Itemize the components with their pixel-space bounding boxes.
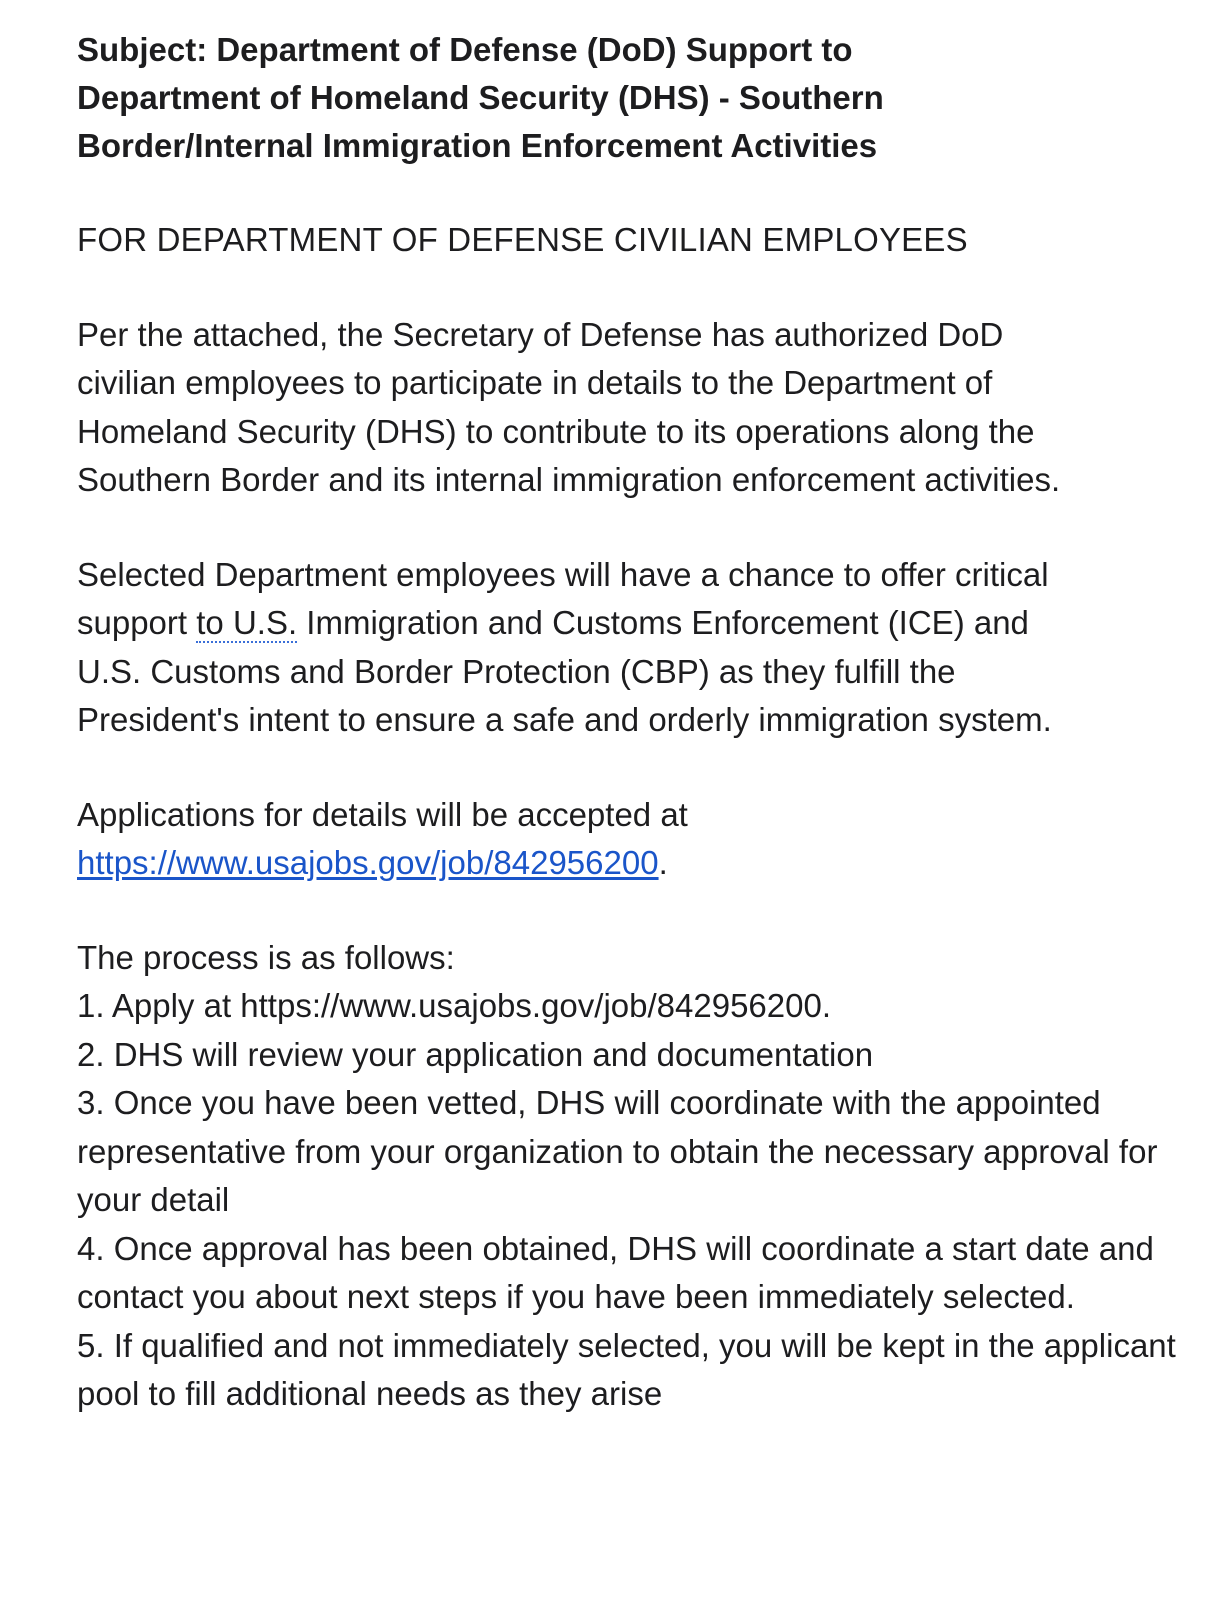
audience-line: FOR DEPARTMENT OF DEFENSE CIVILIAN EMPLOYEES	[77, 221, 968, 258]
process-step: 3. Once you have been vetted, DHS will coordinate with the appointed representative from your organization to obtain the necessary approval for your detail	[77, 1084, 1158, 1218]
usajobs-link[interactable]: https://www.usajobs.gov/job/842956200	[77, 844, 659, 881]
process-section	[77, 934, 1187, 1419]
process-step: 5. If qualified and not immediately selected, you will be kept in the applicant pool to fill additional needs as they arise	[77, 1326, 1176, 1412]
process-step: 1. Apply at https://www.usajobs.gov/job/842956200.	[77, 987, 832, 1024]
email-body	[77, 26, 1187, 1419]
applications-paragraph	[77, 791, 1187, 888]
detected-data-link[interactable]: to U.S.	[196, 604, 298, 641]
support-text-after: Immigration and Customs Enforcement (ICE) and U.S. Customs and Border Protection (CBP) as they fulfill the President's intent to ensure a safe and orderly immigration system.	[77, 604, 1052, 738]
intro-paragraph: Per the attached, the Secretary of Defense has authorized DoD civilian employees to participate in details to the Department of Homeland Security (DHS) to contribute to its operations along the Southern Border and its internal immigration enforcement activities.	[77, 315, 1061, 498]
applications-text: Applications for details will be accepted at	[77, 795, 688, 833]
process-intro: The process is as follows:	[77, 938, 455, 976]
support-paragraph	[77, 551, 1097, 745]
applications-suffix: .	[658, 844, 668, 881]
process-step: 4. Once approval has been obtained, DHS will coordinate a start date and contact you about next steps if you have been immediately selected.	[77, 1229, 1154, 1315]
support-text-before: Selected Department employees will have a chance to offer critical support	[77, 555, 1049, 641]
process-steps	[77, 982, 1187, 1419]
email-subject: Subject: Department of Defense (DoD) Support to Department of Homeland Security (DHS) - Southern Border/Internal Immigration Enforcement Activities	[77, 31, 884, 164]
process-step: 2. DHS will review your application and documentation	[77, 1035, 874, 1073]
